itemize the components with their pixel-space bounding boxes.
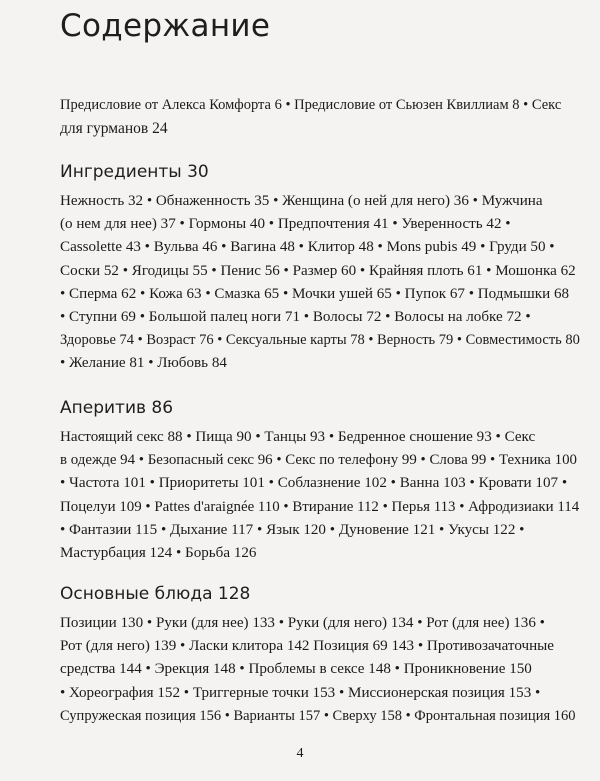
- intro-entries: [60, 94, 565, 140]
- section-entries-ingredients: [60, 190, 580, 376]
- toc-line: Рот (для него) 139 • Ласки клитора 142 Позиция 69 143 • Противозачаточные: [60, 638, 554, 655]
- toc-line: средства 144 • Эрекция 148 • Проблемы в сексе 148 • Проникновение 150: [60, 661, 532, 678]
- section-entries-main-courses: [60, 612, 580, 728]
- section-ingredients: [60, 160, 580, 376]
- toc-line: в одежде 94 • Безопасный секс 96 • Секс по телефону 99 • Слова 99 • Техника 100: [60, 452, 577, 469]
- toc-line: Cassolette 43 • Вульва 46 • Вагина 48 • Клитор 48 • Mons pubis 49 • Груди 50 •: [60, 239, 555, 256]
- section-main-courses: [60, 582, 580, 728]
- toc-line: Соски 52 • Ягодицы 55 • Пенис 56 • Размер 60 • Крайняя плоть 61 • Мошонка 62: [60, 262, 576, 279]
- section-entries-aperitif: [60, 426, 580, 565]
- toc-line: • Ступни 69 • Большой палец ноги 71 • Волосы 72 • Волосы на лобке 72 •: [60, 309, 531, 326]
- toc-line: • Частота 101 • Приоритеты 101 • Соблазнение 102 • Ванна 103 • Кровати 107 •: [60, 475, 568, 492]
- section-heading-ingredients: Ингредиенты 30: [60, 162, 209, 182]
- toc-line: Позиции 130 • Руки (для нее) 133 • Руки (для него) 134 • Рот (для нее) 136 •: [60, 615, 545, 631]
- toc-line: Здоровье 74 • Возраст 76 • Сексуальные карты 78 • Верность 79 • Совместимость 80: [60, 332, 580, 349]
- intro-line: Предисловие от Алекса Комфорта 6 • Предисловие от Сьюзен Квиллиам 8 • Секс: [60, 97, 562, 113]
- toc-line: Нежность 32 • Обнаженность 35 • Женщина (о ней для него) 36 • Мужчина: [60, 193, 543, 209]
- section-heading-main-courses: Основные блюда 128: [60, 584, 251, 604]
- toc-line: Поцелуи 109 • Pattes d'araignée 110 • Втирание 112 • Перья 113 • Афродизиаки 114: [60, 498, 580, 515]
- toc-line: • Хореография 152 • Триггерные точки 153 • Миссионерская позиция 153 •: [60, 684, 541, 701]
- section-heading-aperitif: Аперитив 86: [60, 398, 174, 418]
- toc-line: (о нем для нее) 37 • Гормоны 40 • Предпочтения 41 • Уверенность 42 •: [60, 216, 511, 233]
- page-title: Содержание: [60, 8, 271, 44]
- section-aperitif: [60, 396, 580, 565]
- toc-line: • Сперма 62 • Кожа 63 • Смазка 65 • Мочки ушей 65 • Пупок 67 • Подмышки 68: [60, 285, 570, 302]
- page-number: 4: [296, 746, 304, 761]
- toc-line: • Фантазии 115 • Дыхание 117 • Язык 120 • Дуновение 121 • Укусы 122 •: [60, 521, 525, 538]
- toc-line: • Желание 81 • Любовь 84: [60, 355, 227, 372]
- intro-line: для гурманов 24: [60, 120, 168, 137]
- toc-line: Мастурбация 124 • Борьба 126: [60, 545, 257, 562]
- toc-line: Супружеская позиция 156 • Варианты 157 • Сверху 158 • Фронтальная позиция 160: [60, 707, 576, 724]
- toc-line: Настоящий секс 88 • Пища 90 • Танцы 93 • Бедренное сношение 93 • Секс: [60, 429, 536, 445]
